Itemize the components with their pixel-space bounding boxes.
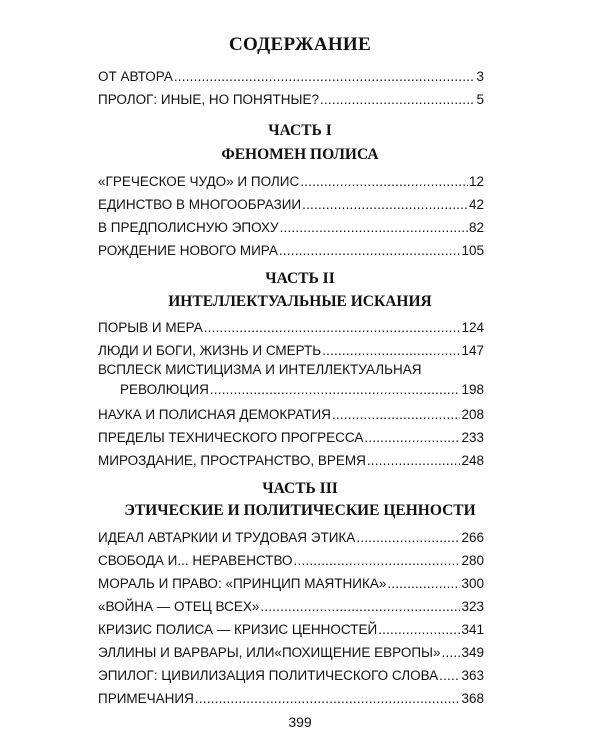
toc-entry-page: 124 [461, 320, 484, 335]
toc-entry-title: «ВОЙНА — ОТЕЦ ВСЕХ» [98, 599, 260, 614]
toc-entry [98, 574, 484, 594]
toc-entry [98, 195, 484, 215]
dot-leader [367, 451, 461, 471]
toc-entry [98, 666, 484, 686]
toc-entry-page: 3 [476, 69, 484, 84]
dot-leader [322, 341, 460, 361]
part-heading: ЧАСТЬ III [262, 480, 338, 497]
toc-entry-page: 147 [461, 343, 484, 358]
toc-entry [98, 172, 484, 192]
toc-entry-title: ЭЛЛИНЫ И ВАРВАРЫ, ИЛИ«ПОХИЩЕНИЕ ЕВРОПЫ» [98, 645, 441, 660]
toc-entry-title: СВОБОДА И... НЕРАВЕНСТВО [98, 553, 293, 568]
toc-entry-title: «ГРЕЧЕСКОЕ ЧУДО» И ПОЛИС [98, 174, 300, 189]
dot-leader [174, 67, 476, 87]
toc-entry-title: ПРЕДЕЛЫ ТЕХНИЧЕСКОГО ПРОГРЕССА [98, 430, 364, 445]
dot-leader [195, 689, 461, 709]
dot-leader [356, 528, 460, 548]
dot-leader [364, 428, 460, 448]
toc-entry-page: 341 [461, 622, 484, 637]
page-title: СОДЕРЖАНИЕ [229, 34, 371, 55]
toc-entry [98, 689, 484, 709]
toc-entry-title: В ПРЕДПОЛИСНУЮ ЭПОХУ [98, 220, 279, 235]
toc-entry [98, 218, 484, 238]
toc-entry-title: ПРОЛОГ: ИНЫЕ, НО ПОНЯТНЫЕ? [98, 92, 320, 107]
dot-leader [378, 620, 460, 640]
toc-entry [98, 318, 484, 338]
toc-entry-title: МИРОЗДАНИЕ, ПРОСТРАНСТВО, ВРЕМЯ [98, 453, 366, 468]
toc-entry [98, 405, 484, 425]
toc-entry-page: 82 [468, 220, 484, 235]
toc-entry [98, 241, 484, 261]
toc-entry-page: 363 [461, 668, 484, 683]
toc-entry-page: 208 [461, 407, 484, 422]
dot-leader [204, 318, 461, 338]
toc-entry-title: МОРАЛЬ И ПРАВО: «ПРИНЦИП МАЯТНИКА» [98, 576, 387, 591]
dot-leader [302, 195, 468, 215]
dot-leader [210, 380, 461, 400]
toc-entry-page: 42 [468, 197, 484, 212]
toc-entry-title: ПРИМЕЧАНИЯ [98, 691, 194, 706]
dot-leader [280, 218, 468, 238]
toc-entry-page: 233 [461, 430, 484, 445]
toc-entry-page: 105 [461, 243, 484, 258]
page-number: 399 [288, 714, 312, 730]
part-subtitle: ИНТЕЛЛЕКТУАЛЬНЫЕ ИСКАНИЯ [168, 293, 432, 310]
toc-entry [98, 360, 484, 400]
toc-entry-title-continued: РЕВОЛЮЦИЯ [120, 382, 209, 397]
toc-entry-title: ПОРЫВ И МЕРА [98, 320, 203, 335]
toc-entry-page: 198 [461, 382, 484, 397]
dot-leader [260, 597, 460, 617]
dot-leader [442, 643, 461, 663]
toc-entry-title: ИДЕАЛ АВТАРКИИ И ТРУДОВАЯ ЭТИКА [98, 530, 356, 545]
dot-leader [300, 172, 468, 192]
toc-entry [98, 620, 484, 640]
toc-entry-title: ВСПЛЕСК МИСТИЦИЗМА И ИНТЕЛЛЕКТУАЛЬНАЯ [98, 362, 422, 377]
toc-entry-page: 300 [461, 576, 484, 591]
dot-leader [439, 666, 460, 686]
dot-leader [279, 241, 461, 261]
toc-entry-title: ЛЮДИ И БОГИ, ЖИЗНЬ И СМЕРТЬ [98, 343, 322, 358]
toc-entry-title: НАУКА И ПОЛИСНАЯ ДЕМОКРАТИЯ [98, 407, 331, 422]
toc-entry-page: 266 [461, 530, 484, 545]
dot-leader [387, 574, 460, 594]
toc-entry [98, 597, 484, 617]
dot-leader [294, 551, 461, 571]
part-subtitle: ЭТИЧЕСКИЕ И ПОЛИТИЧЕСКИЕ ЦЕННОСТИ [124, 502, 476, 519]
part-subtitle: ФЕНОМЕН ПОЛИСА [221, 146, 379, 163]
dot-leader [320, 90, 475, 110]
dot-leader [332, 405, 461, 425]
toc-entry [98, 428, 484, 448]
toc-entry-title: ОТ АВТОРА [98, 69, 173, 84]
toc-entry [98, 643, 484, 663]
toc-entry [98, 90, 484, 110]
toc-entry-title: КРИЗИС ПОЛИСА — КРИЗИС ЦЕННОСТЕЙ [98, 622, 378, 637]
toc-entry-title: ЭПИЛОГ: ЦИВИЛИЗАЦИЯ ПОЛИТИЧЕСКОГО СЛОВА [98, 668, 439, 683]
toc-entry-title: РОЖДЕНИЕ НОВОГО МИРА [98, 243, 278, 258]
toc-entry [98, 551, 484, 571]
toc-entry-page: 349 [461, 645, 484, 660]
toc-entry [98, 341, 484, 361]
toc-entry-page: 12 [468, 174, 484, 189]
toc-entry-page: 248 [461, 453, 484, 468]
part-heading: ЧАСТЬ I [268, 122, 332, 139]
toc-entry-page: 280 [461, 553, 484, 568]
toc-entry [98, 451, 484, 471]
part-heading: ЧАСТЬ II [265, 270, 335, 287]
toc-entry-title: ЕДИНСТВО В МНОГООБРАЗИИ [98, 197, 302, 212]
toc-entry-page: 323 [461, 599, 484, 614]
toc-entry [98, 67, 484, 87]
toc-entry [98, 528, 484, 548]
toc-entry-page: 5 [476, 92, 484, 107]
toc-entry-page: 368 [461, 691, 484, 706]
